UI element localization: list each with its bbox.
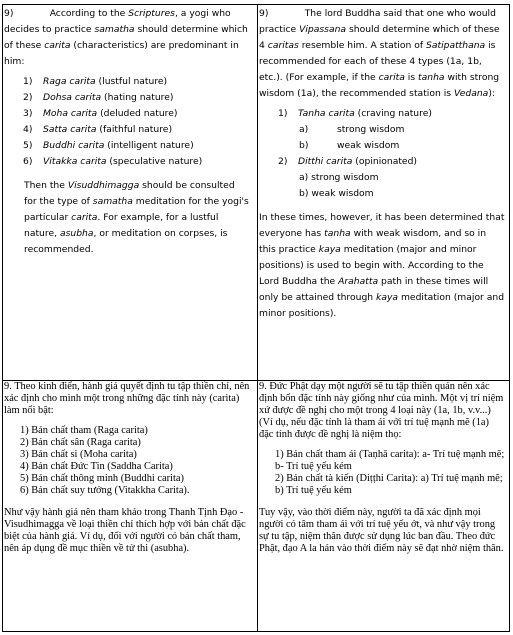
english-right-outro: In these times, however, it has been determined that everyone has tanha with weak wisdom, and so in this practice kaya meditation (major and minor positions) is used to begin with. According to the Lord Buddha the Arahatta path in these times will only be attained through kaya meditation (major and minor positions). [259, 212, 505, 319]
list-item: 6) Bản chất suy tưởng (Vitakkha Carita). [20, 485, 190, 496]
list-item: 5) Bản chất thông minh (Buddhi carita) [20, 473, 184, 484]
vietnamese-right-outro: Tuy vậy, vào thời điểm này, người ta đã xác định mọi người có tâm tham ái với trí tuệ yếu ớt, và như vậy trong sự tu tập, niệm thân được sử dụng lúc ban đầu. Theo đức Phật, đạo A la hán vào thời điểm này sẽ đạt nhờ niệm thân. [259, 507, 504, 554]
vietnamese-right-cell [259, 381, 505, 625]
list-item: 3) Moha carita (deluded nature) [23, 108, 178, 119]
english-left-cell [4, 6, 250, 374]
list-item: 1) Raga carita (lustful nature) [23, 76, 168, 87]
list-item: 6) Vitakka carita (speculative nature) [23, 156, 203, 167]
tanha-ditthi-list [259, 106, 505, 202]
vietnamese-right-intro: 9. Đức Phật dạy một người sẽ tu tập thiền quán nên xác định bốn đặc tính này giống như của mình. Một vị trí niệm xứ được đề nghị cho một trong 4 loại này (1a, 1b, v.v...) (Ví dụ, nếu đặc tính là tham ái với trí tuệ mạnh mẽ (1a) đặc tính được đề nghị là niệm thọ: [259, 381, 504, 440]
vietnamese-left-cell [4, 381, 250, 625]
list-item: 2) Ditthi carita (opinionated) [278, 156, 418, 167]
english-right-cell [259, 6, 505, 374]
list-item: 1) Bản chất tham (Raga carita) [20, 425, 148, 436]
carita-list [4, 74, 250, 170]
list-item: 2) Bản chất tà kiến (Diṭṭhi Carita): a) Trí tuệ mạnh mẽ; b) Trí tuệ yếu kém [275, 473, 503, 496]
vietnamese-left-outro: Như vậy hành giả nên tham khảo trong Thanh Tịnh Đạo - Visudhimagga về loại thiền chỉ thích hợp với bản chất đặc biệt của hành giả. Ví dụ, đối với người có bản chất tham, nên áp dụng đề mục thiền về tử thi (asubha). [4, 507, 246, 554]
list-item: 2) Bản chất sân (Raga carita) [20, 437, 141, 448]
english-right-intro: 9) The lord Buddha said that one who would practice Vipassana should determine which of these 4 caritas resemble him. A station of Satipatthana is recommended for each of these 4 types (1a, 1b, etc.). (For example, if the carita is tanha with strong wisdom (1a), the recommended station is Vedana): [259, 8, 500, 99]
list-subitem: a) strong wisdom [299, 124, 405, 135]
list-subitem: b) weak wisdom [299, 140, 400, 151]
list-subitem: b) weak wisdom [299, 188, 374, 199]
list-subitem: a) strong wisdom [299, 172, 379, 183]
vietnamese-carita-list [20, 425, 250, 497]
list-item: 1) Bản chất tham ái (Taṇhā carita): a- Trí tuệ mạnh mẽ; b- Trí tuệ yếu kém [275, 449, 505, 472]
list-item: 3) Bản chất si (Moha carita) [20, 449, 137, 460]
column-divider [257, 5, 258, 631]
list-item: 4) Satta carita (faithful nature) [23, 124, 173, 135]
list-item: 2) Dohsa carita (hating nature) [23, 92, 174, 103]
english-left-outro: Then the Visuddhimagga should be consulted for the type of samatha meditation for the yogi's particular carita. For example, for a lustful nature, asubha, or meditation on corpses, is recommended. [24, 180, 249, 255]
vietnamese-tanha-list [275, 449, 505, 497]
english-left-intro: 9) According to the Scriptures, a yogi who decides to practice samatha should determine which of these carita (characteristics) are predominant in him: [4, 8, 248, 67]
vietnamese-left-intro: 9. Theo kinh điển, hành giả quyết định tu tập thiền chỉ, nên xác định cho mình một trong những đặc tính này (carita) làm nổi bật: [4, 381, 250, 416]
list-item: 5) Buddhi carita (intelligent nature) [23, 140, 194, 151]
list-item: 4) Bản chất Đức Tin (Saddha Carita) [20, 461, 173, 472]
list-item: 1) Tanha carita (craving nature) [278, 108, 432, 119]
